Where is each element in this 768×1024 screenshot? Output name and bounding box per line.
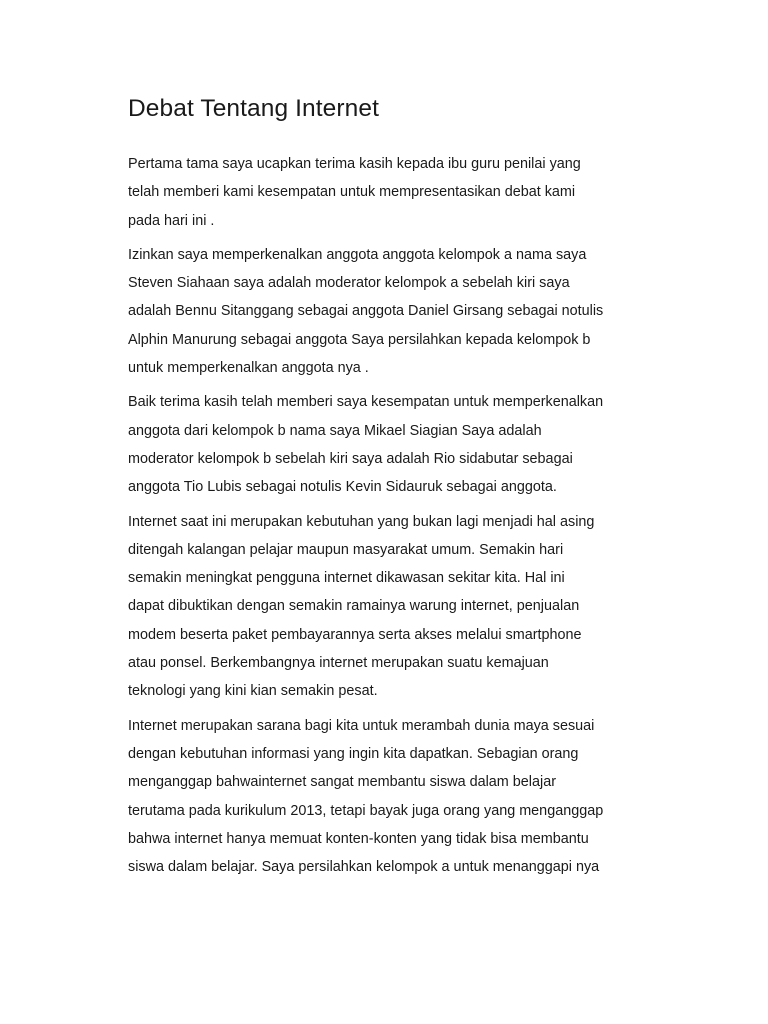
text-line: anggota Tio Lubis sebagai notulis Kevin Sidauruk sebagai anggota. bbox=[128, 479, 557, 496]
text-line: telah memberi kami kesempatan untuk mempresentasikan debat kami bbox=[128, 184, 576, 201]
text-line: Internet merupakan sarana bagi kita untuk merambah dunia maya sesuai bbox=[128, 717, 595, 734]
text-line: bahwa internet hanya memuat konten-konten yang tidak bisa membantu bbox=[128, 830, 589, 847]
text-line: Pertama tama saya ucapkan terima kasih kepada ibu guru penilai yang bbox=[128, 156, 581, 172]
paragraph-internet-debate bbox=[128, 712, 668, 882]
text-line: Baik terima kasih telah memberi saya kesempatan untuk memperkenalkan bbox=[128, 394, 604, 411]
text-line: moderator kelompok b sebelah kiri saya adalah Rio sidabutar sebagai bbox=[128, 450, 573, 467]
text-line: ditengah kalangan pelajar maupun masyarakat umum. Semakin hari bbox=[128, 541, 564, 558]
document-body bbox=[128, 92, 668, 887]
text-line: untuk memperkenalkan anggota nya . bbox=[128, 360, 369, 377]
paragraph-group-a-intro bbox=[128, 241, 668, 382]
text-line: dapat dibuktikan dengan semakin ramainya warung internet, penjualan bbox=[128, 598, 580, 615]
document-title: Debat Tentang Internet bbox=[128, 95, 380, 122]
text-line: Alphin Manurung sebagai anggota Saya persilahkan kepada kelompok b bbox=[128, 331, 591, 348]
paragraph-group-b-intro bbox=[128, 388, 668, 501]
text-line: siswa dalam belajar. Saya persilahkan kelompok a untuk menanggapi nya bbox=[128, 859, 600, 876]
text-line: pada hari ini . bbox=[128, 212, 215, 229]
text-line: Internet saat ini merupakan kebutuhan yang bukan lagi menjadi hal asing bbox=[128, 513, 595, 530]
text-line: semakin meningkat pengguna internet dikawasan sekitar kita. Hal ini bbox=[128, 570, 565, 587]
text-line: atau ponsel. Berkembangnya internet merupakan suatu kemajuan bbox=[128, 655, 549, 672]
text-line: modem beserta paket pembayarannya serta akses melalui smartphone bbox=[128, 626, 582, 643]
text-line: terutama pada kurikulum 2013, tetapi bayak juga orang yang menganggap bbox=[128, 802, 604, 819]
paragraph-opening bbox=[128, 150, 668, 235]
text-line: adalah Bennu Sitanggang sebagai anggota Daniel Girsang sebagai notulis bbox=[128, 303, 604, 320]
text-line: Izinkan saya memperkenalkan anggota anggota kelompok a nama saya bbox=[128, 246, 587, 263]
text-line: teknologi yang kini kian semakin pesat. bbox=[128, 683, 378, 700]
paragraph-internet-background bbox=[128, 508, 668, 706]
text-line: menganggap bahwainternet sangat membantu siswa dalam belajar bbox=[128, 774, 556, 791]
text-line: anggota dari kelompok b nama saya Mikael Siagian Saya adalah bbox=[128, 422, 542, 439]
text-line: dengan kebutuhan informasi yang ingin kita dapatkan. Sebagian orang bbox=[128, 745, 579, 762]
text-line: Steven Siahaan saya adalah moderator kelompok a sebelah kiri saya bbox=[128, 275, 570, 292]
